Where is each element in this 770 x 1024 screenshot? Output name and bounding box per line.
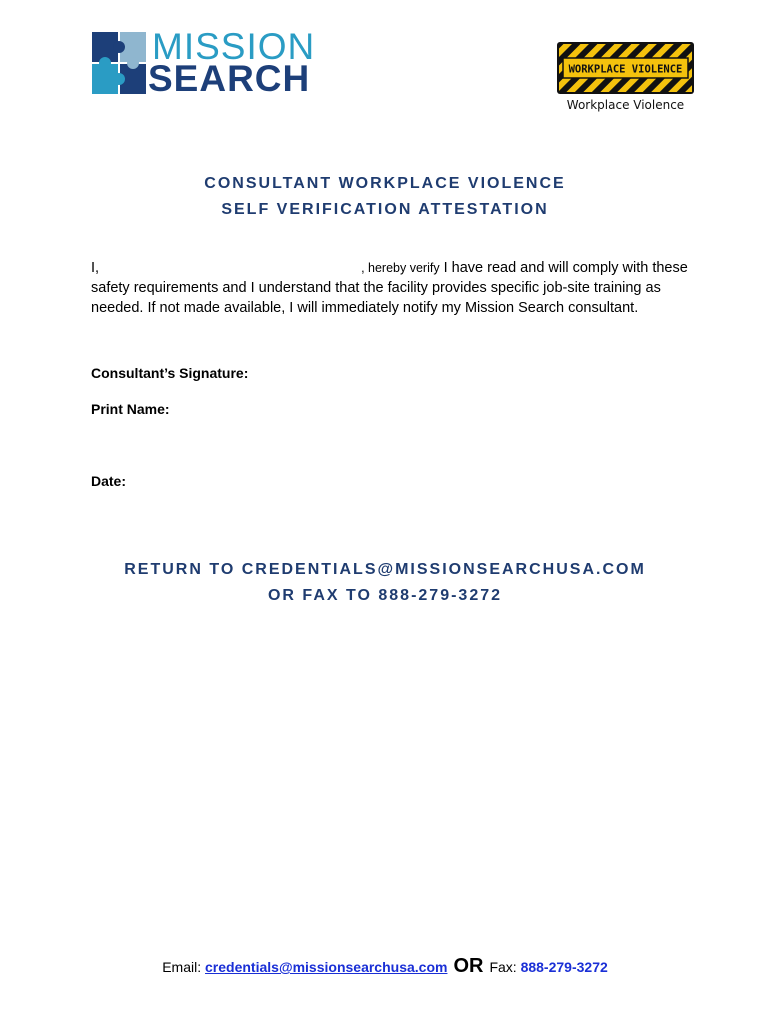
- footer-contact: [0, 955, 770, 978]
- print-name-label: Print Name:: [91, 401, 170, 417]
- signature-label: Consultant’s Signature:: [91, 365, 249, 381]
- puzzle-logo-icon: [90, 30, 150, 98]
- statement-lead: I,: [91, 260, 100, 276]
- statement-verify: , hereby verify: [361, 261, 440, 275]
- return-instruction-line1: RETURN TO CREDENTIALS@MISSIONSEARCHUSA.COM: [124, 561, 646, 578]
- return-instruction-line2: OR FAX TO 888-279-3272: [267, 587, 503, 604]
- attestation-statement: [91, 258, 691, 318]
- document-title-line2: SELF VERIFICATION ATTESTATION: [221, 201, 549, 218]
- logo-text-search: SEARCH: [148, 58, 311, 99]
- document-title-line1: CONSULTANT WORKPLACE VIOLENCE: [204, 175, 566, 192]
- mission-search-logo: [90, 28, 320, 98]
- date-label: Date:: [91, 473, 127, 489]
- sign-text: WORKPLACE VIOLENCE: [568, 63, 683, 76]
- sign-caption: Workplace Violence: [566, 98, 685, 112]
- logo-text-mission: MISSION: [152, 26, 316, 67]
- workplace-violence-sign: [557, 42, 694, 94]
- footer-or: OR: [453, 955, 484, 977]
- footer-fax-label: Fax:: [489, 959, 521, 975]
- footer-email-label: Email:: [162, 959, 206, 975]
- footer-email-link[interactable]: credentials@missionsearchusa.com: [205, 959, 448, 975]
- footer-fax-number: 888-279-3272: [520, 959, 608, 975]
- statement-body: I have read and will comply with these safety requirements and I understand that the facility provides specific job-site training as needed. If not made available, I will immediately notify my Mission Search consultant.: [91, 260, 688, 316]
